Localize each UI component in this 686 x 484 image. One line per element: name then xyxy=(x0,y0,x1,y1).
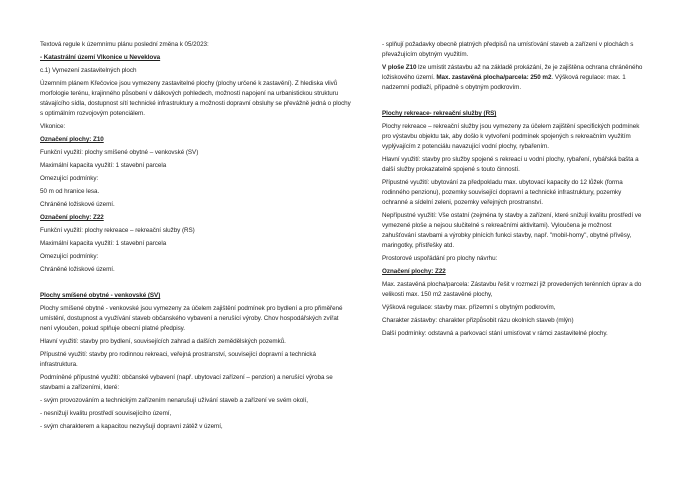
body-paragraph: Přípustné využití: ubytování za předpokladu max. ubytovací kapacity do 12 lůžek (forma rodinného penzionu), pozemky související dopravní a technické infrastruktury, pozemky ochranné a sídelní zeleni, pozemky veřejných prostranství. xyxy=(382,179,623,206)
body-paragraph: Omezující podmínky: xyxy=(40,175,99,182)
body-paragraph: Maximální kapacita využití: 1 stavební parcela xyxy=(40,162,167,169)
body-paragraph: Max. zastavěná plocha/parcela: Zástavbu řešit v rozmezí již provedených terénních úprav a do velikosti max. 150 m2 zastavěné plochy, xyxy=(382,281,642,298)
body-paragraph: Charakter zástavby: charakter přizpůsobit rázu okolních staveb (mlýn) xyxy=(382,317,574,324)
document-column-right xyxy=(382,40,646,484)
body-paragraph: Nepřípustné využití: Vše ostatní (zejména ty stavby a zařízení, které snižují kvalitu prostředí ve vymezené ploše a nejsou slučitelné s rekreačními aktivitami). Vyloučena je možnost zahušťování stavbami a výrobky plnících funkci stavby, např. "mobil-homy", obytné přívěsy, maringotky, přístřešky atd. xyxy=(382,212,642,249)
body-paragraph: Vlkonice: xyxy=(40,123,66,130)
section-heading: Označení plochy: Z22 xyxy=(382,268,446,275)
body-paragraph: 50 m od hranice lesa. xyxy=(40,188,100,195)
body-paragraph: Funkční využití: plochy smíšené obytné – venkovské (SV) xyxy=(40,149,199,156)
section-heading: Plochy smíšené obytné - venkovské (SV) xyxy=(40,292,161,299)
body-paragraph: - splňují požadavky obecně platných předpisů na umísťování staveb a zařízení v plochách s převažujícím obytným využitím. xyxy=(382,41,634,58)
body-paragraph: Další podmínky: odstavná a parkovací stání umisťovat v rámci zastavitelné plochy. xyxy=(382,330,608,337)
document-column-left xyxy=(40,40,352,484)
body-paragraph: Podmíněné přípustné využití: občanské vybavení (např. ubytovací zařízení – penzion) a nerušící výroba se stavbami a zařízeními, které: xyxy=(40,374,333,391)
body-paragraph: Chráněné ložiskové území. xyxy=(40,201,115,208)
text-run: lze umístit zástavbu až na základě prokázání, že je zajištěna ochrana chráněného ložiskového území. xyxy=(382,64,643,81)
body-paragraph: Prostorové uspořádání pro plochy návrhu: xyxy=(382,255,498,262)
body-paragraph: Textová regule k územnímu plánu poslední změna k 05/2023: xyxy=(40,41,209,48)
section-heading: - Katastrální území Vlkonice u Neveklova xyxy=(40,54,161,61)
body-paragraph: Plochy smíšené obytné - venkovské jsou vymezeny za účelem zajištění podmínek pro bydlení a pro přiměřené umístění, dostupnost a využívání staveb občanského vybavení a nerušící výroby. Chov hospodářských zvířat není vyloučen, pokud splňuje obecní platné předpisy. xyxy=(40,305,343,332)
body-paragraph: Hlavní využití: stavby pro služby spojené s rekreací u vodní plochy, rybaření, rybářská bašta a další služby prokazatelně spojené s touto činností. xyxy=(382,156,639,173)
section-heading: Plochy rekreace- rekreační služby (RS) xyxy=(382,110,497,117)
body-paragraph: - svým provozováním a technickým zařízením nenarušují užívání staveb a zařízení ve svém okolí, xyxy=(40,397,308,404)
body-paragraph: Přípustné využití: stavby pro rodinnou rekreaci, veřejná prostranství, související dopravní a technická infrastruktura. xyxy=(40,351,316,368)
bold-text-run: Max. zastavěná plocha/parcela: 250 m2 xyxy=(436,74,552,81)
section-heading: Označení plochy: Z10 xyxy=(40,136,104,143)
body-paragraph: Plochy rekreace – rekreační služby jsou vymezeny za účelem zajištění specifických podmínek pro výstavbu objektu tak, aby došlo k vytvoření podmínek spojených s rekreačním využitím vyplývajícím z potenciálu navazující vodní plochy, rybařením. xyxy=(382,123,640,150)
body-paragraph xyxy=(382,63,646,93)
body-paragraph: Hlavní využití: stavby pro bydlení, souvisejících zahrad a dalších zemědělských pozemků. xyxy=(40,338,286,345)
body-paragraph: Chráněné ložiskové území. xyxy=(40,266,115,273)
body-paragraph: - svým charakterem a kapacitou nezvyšují dopravní zátěž v území, xyxy=(40,423,223,430)
body-paragraph: Územním plánem Křečovice jsou vymezeny zastavitelné plochy (plochy určené k zastavění). Z hlediska vlivů morfologie terénu, krajinného působení v dálkových pohledech, možností napojení na urbanistickou strukturu stávajícího sídla, dostupnost sítí technické infrastruktury a možnosti dopravní obsluhy se převážně jedná o plochy s optimálním rozvojovým potenciálem. xyxy=(40,80,351,117)
body-paragraph: Funkční využití: plochy rekreace – rekreační služby (RS) xyxy=(40,227,195,234)
body-paragraph: Omezující podmínky: xyxy=(40,253,99,260)
paragraph-spacer xyxy=(40,278,352,288)
text-run: . Výšková regulace: max. 1 nadzemní podlaží, případně s obytným podkrovím. xyxy=(382,74,626,91)
body-paragraph: c.1) Vymezení zastavitelných ploch xyxy=(40,67,137,74)
body-paragraph: Výšková regulace: stavby max. přízemní s obytným podkrovím, xyxy=(382,304,556,311)
bold-text-run: V ploše Z10 xyxy=(382,64,417,71)
section-heading: Označení plochy: Z22 xyxy=(40,214,104,221)
body-paragraph: - nesnižují kvalitu prostředí souvisejícího území, xyxy=(40,410,172,417)
paragraph-spacer xyxy=(382,96,646,106)
body-paragraph: Maximální kapacita využití: 1 stavební parcela xyxy=(40,240,167,247)
